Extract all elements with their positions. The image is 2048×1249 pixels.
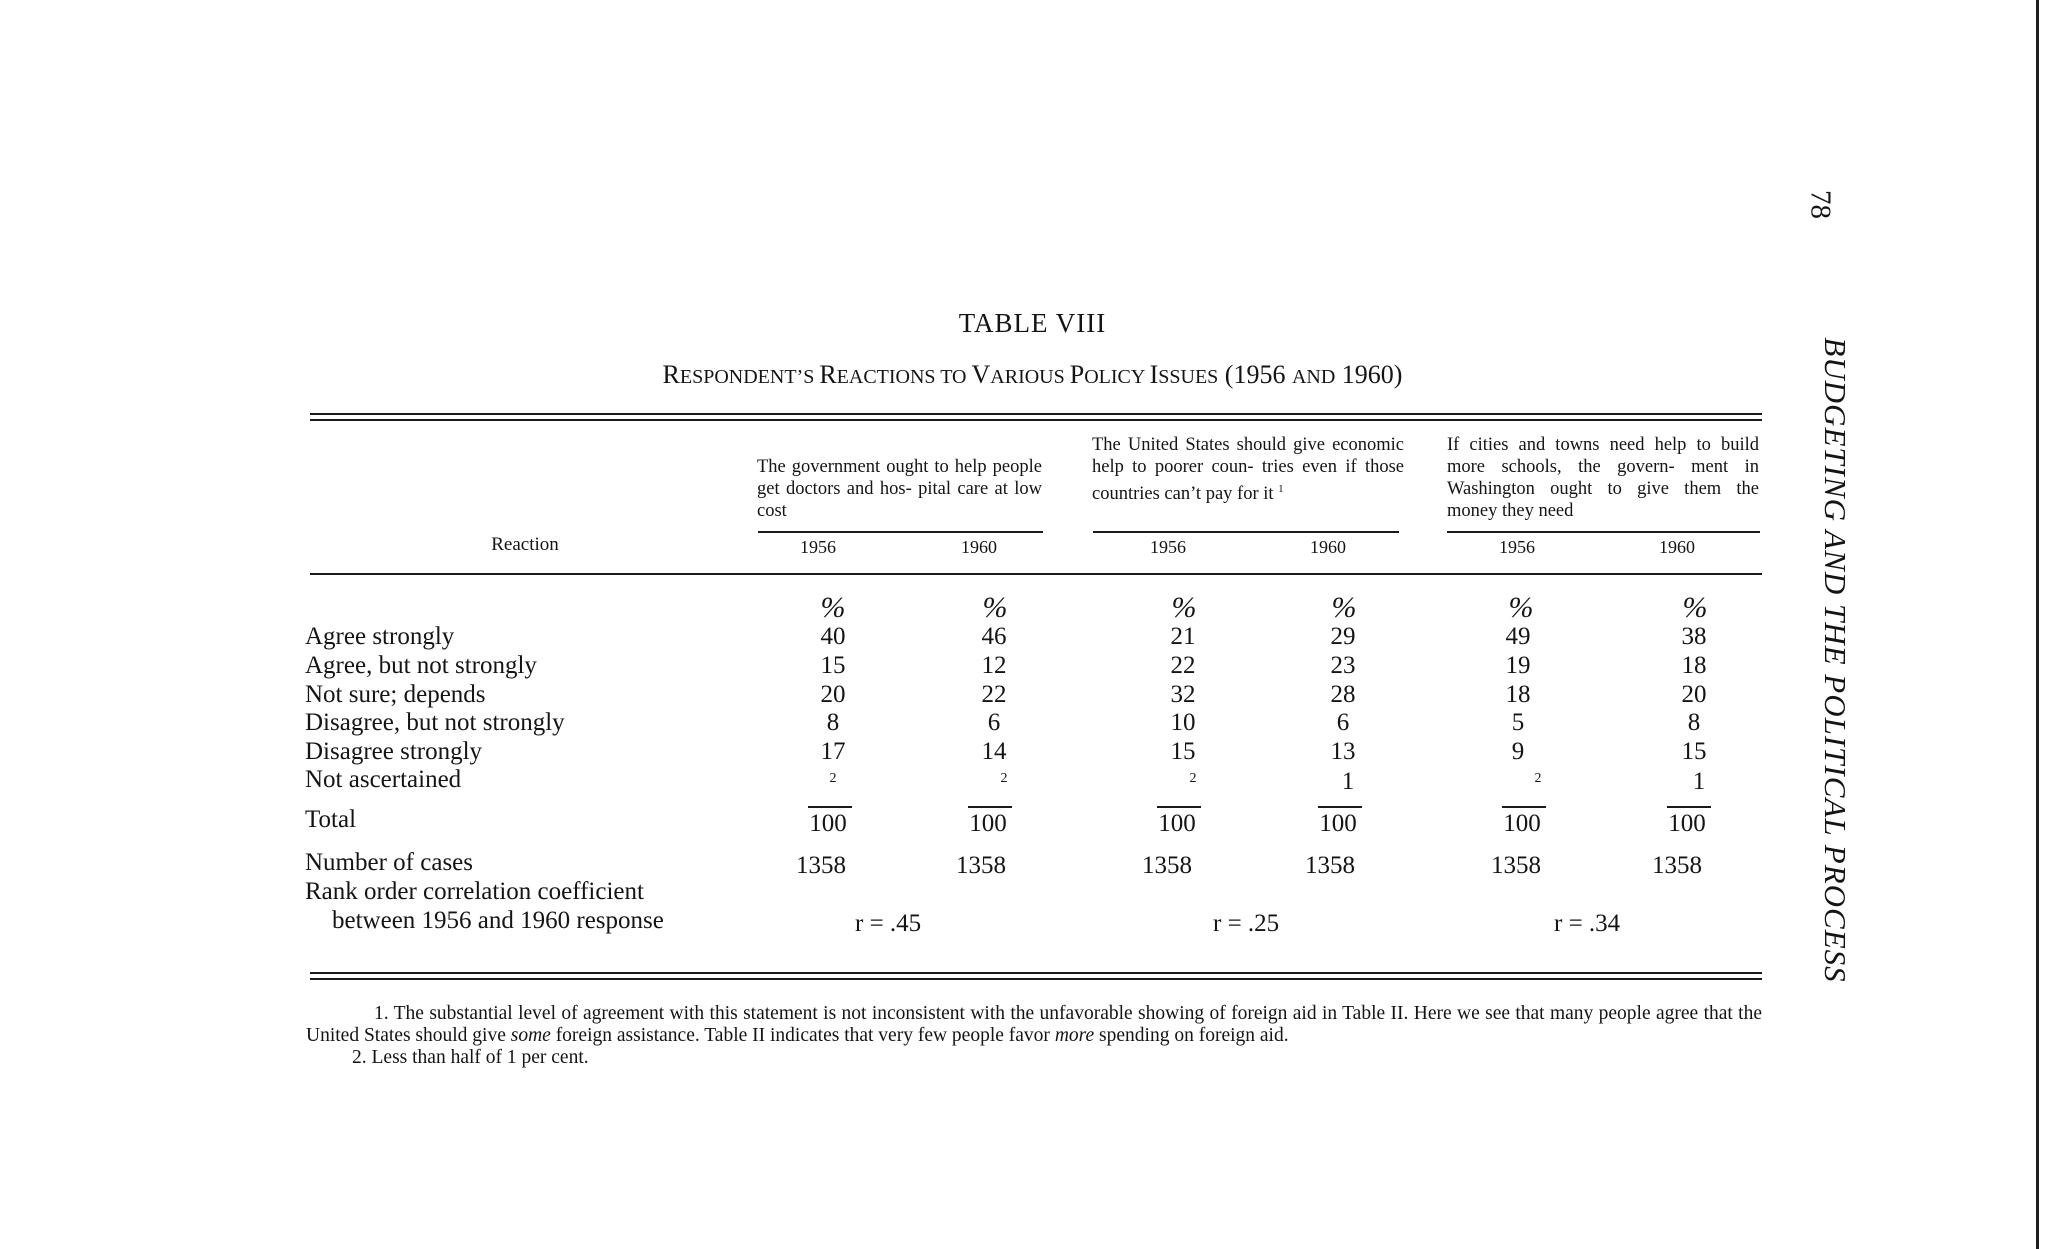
table-cell: 9 [1511, 738, 1525, 765]
percent-symbol: % [1508, 591, 1534, 624]
table-title: TABLE VIII [958, 308, 1107, 338]
table-cell: 6 [987, 709, 1001, 736]
cases-cell: 1358 [1652, 852, 1702, 879]
percent-symbol: % [1682, 591, 1708, 624]
row-label: Agree strongly [305, 623, 455, 650]
percent-symbol: % [1331, 591, 1357, 624]
subtitle-part: I [1149, 360, 1159, 389]
subtitle-part: ARIOUS [990, 366, 1070, 388]
table-cell: 14 [981, 738, 1007, 765]
cases-cell: 1358 [1142, 852, 1192, 879]
year-header: 1960 [1659, 537, 1695, 557]
correlation-value: r = .25 [1213, 910, 1280, 937]
footnote-text: spending on foreign aid. [1094, 1025, 1289, 1046]
table-cell: 29 [1330, 623, 1356, 650]
table-cell: 20 [1681, 681, 1707, 708]
total-cell: 100 [969, 810, 1007, 837]
table-cell: 18 [1681, 652, 1707, 679]
total-cell: 100 [1503, 810, 1541, 837]
table-cell: 21 [1170, 623, 1196, 650]
table-cell: 12 [981, 652, 1007, 679]
total-cell: 100 [1319, 810, 1357, 837]
subtitle-part: R [819, 360, 837, 389]
page-number: 78 [1804, 190, 1837, 219]
footnote-ref: 2 [1189, 771, 1197, 786]
table-cell: 22 [981, 681, 1007, 708]
row-label: Disagree strongly [305, 738, 483, 765]
row-label: Agree, but not strongly [305, 652, 537, 679]
subtitle-part: EACTIONS TO [836, 366, 972, 388]
percent-symbol: % [1171, 591, 1197, 624]
table-cell: 15 [1681, 738, 1707, 765]
issue-header-2 [1092, 434, 1404, 505]
table-cell: 6 [1336, 709, 1350, 736]
row-label: Disagree, but not strongly [305, 709, 565, 736]
cases-cell: 1358 [1305, 852, 1355, 879]
footnote-1 [306, 1003, 1762, 1047]
table-cell: 28 [1330, 681, 1356, 708]
issue-text: The United States should give economic help to poorer coun- tries even if those countries can’t pay for it [1092, 435, 1404, 505]
total-rule [1318, 806, 1362, 808]
total-rule [968, 806, 1012, 808]
subtitle-part: ESPONDENT’S [679, 366, 820, 388]
table-cell: 22 [1170, 652, 1196, 679]
cases-label: Number of cases [305, 849, 473, 876]
subtitle-part: V [971, 360, 991, 389]
table-cell: 10 [1170, 709, 1196, 736]
table-cell: 23 [1330, 652, 1356, 679]
footnote-emphasis: more [1054, 1025, 1095, 1046]
total-cell: 100 [809, 810, 847, 837]
footnote-ref: 2 [1000, 771, 1008, 786]
total-rule [808, 806, 852, 808]
year-group-rule-3 [1447, 531, 1760, 533]
total-label: Total [305, 806, 357, 833]
correlation-label-line1: Rank order correlation coefficient [305, 878, 644, 905]
year-header: 1960 [961, 537, 997, 557]
running-title: BUDGETING AND THE POLITICAL PROCESS [1818, 337, 1853, 983]
table-cell: 18 [1505, 681, 1531, 708]
issue-header-3: If cities and towns need help to build more schools, the govern- ment in Washington ought to give them the money they need [1447, 435, 1759, 521]
table-cell: 15 [820, 652, 846, 679]
table-cell: 8 [826, 709, 840, 736]
subtitle-part: P [1069, 360, 1085, 389]
footnote-ref: 2 [829, 771, 837, 786]
subtitle-part: R [662, 360, 680, 389]
table-cell: 15 [1170, 738, 1196, 765]
total-cell: 100 [1668, 810, 1706, 837]
table-cell: 32 [1170, 681, 1196, 708]
year-header: 1956 [1150, 537, 1186, 557]
total-rule [1502, 806, 1546, 808]
header-bottom-rule [310, 573, 1762, 575]
year-group-rule-2 [1093, 531, 1399, 533]
footnote-text: foreign assistance. Table II indicates that very few people favor [550, 1025, 1055, 1046]
reaction-header: Reaction [491, 534, 559, 555]
table-subtitle [0, 360, 2048, 390]
total-rule [1667, 806, 1711, 808]
subtitle-part: OLICY [1084, 366, 1150, 388]
table-cell: 46 [981, 623, 1007, 650]
table-cell: 5 [1511, 709, 1525, 736]
footnote-ref: 2 [1534, 771, 1542, 786]
table-top-rule [310, 413, 1762, 415]
year-header: 1960 [1310, 537, 1346, 557]
table-cell: 40 [820, 623, 846, 650]
total-cell: 100 [1158, 810, 1196, 837]
table-cell: 19 [1505, 652, 1531, 679]
footnote-emphasis: some [510, 1025, 551, 1046]
footnote-text: 1. The substantial level of agreement with this statement is not inconsistent with the unfavorable showing of foreign aid in Table II. Here we see that many people agree that the United States should give [306, 1003, 1762, 1046]
page-edge-shadow [2036, 0, 2039, 1249]
row-label: Not ascertained [305, 766, 462, 793]
percent-symbol: % [820, 591, 846, 624]
total-rule [1157, 806, 1201, 808]
year-header: 1956 [800, 537, 836, 557]
table-cell: 1 [1341, 768, 1355, 795]
table-bottom-rule-2 [310, 978, 1762, 980]
subtitle-part: (1956 [1218, 360, 1292, 389]
cases-cell: 1358 [956, 852, 1006, 879]
table-bottom-rule [310, 972, 1762, 974]
issue-header-1: The government ought to help people get doctors and hos- pital care at low cost [757, 457, 1042, 521]
table-top-rule-2 [310, 419, 1762, 421]
correlation-label-line2: between 1956 and 1960 response [332, 907, 664, 934]
footnote-2: 2. Less than half of 1 per cent. [352, 1047, 589, 1068]
subtitle-part: AND [1291, 366, 1336, 388]
table-cell: 38 [1681, 623, 1707, 650]
row-label: Not sure; depends [305, 681, 486, 708]
correlation-value: r = .34 [1554, 910, 1621, 937]
cases-cell: 1358 [796, 852, 846, 879]
table-cell: 8 [1687, 709, 1701, 736]
table-cell: 13 [1330, 738, 1356, 765]
footnote-ref: 1 [1278, 483, 1284, 495]
year-group-rule-1 [758, 531, 1043, 533]
correlation-value: r = .45 [855, 910, 922, 937]
table-cell: 17 [820, 738, 846, 765]
year-header: 1956 [1499, 537, 1535, 557]
subtitle-part: 1960) [1335, 360, 1403, 389]
table-cell: 49 [1505, 623, 1531, 650]
subtitle-part: SSUES [1158, 366, 1219, 388]
percent-symbol: % [982, 591, 1008, 624]
table-cell: 20 [820, 681, 846, 708]
table-cell: 1 [1692, 768, 1706, 795]
cases-cell: 1358 [1491, 852, 1541, 879]
